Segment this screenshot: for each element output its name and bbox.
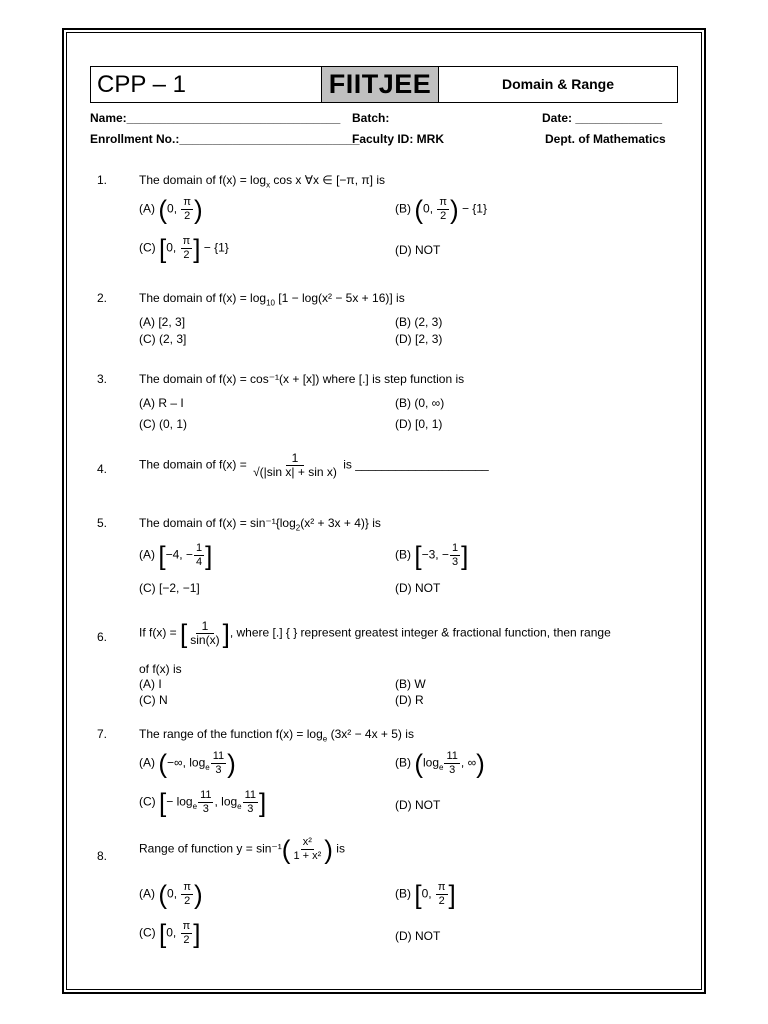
question-lead: The domain of — [139, 173, 220, 187]
fraction-numerator: 11 — [200, 789, 212, 801]
option-c: (C) [0, $\frac{\pi}{2}$ ] − {1} — [139, 233, 229, 264]
option-text: R – I — [158, 396, 184, 410]
option-label: (D) — [395, 929, 412, 943]
option-b: (B) (0, $\frac{\pi}{2}$ ) − {1} — [395, 194, 487, 225]
option-d — [395, 693, 424, 707]
subscript: 10 — [266, 298, 275, 308]
fraction-denominator: 2 — [183, 249, 190, 261]
question-expr: [1 − log(x² − 5x + 16)] — [274, 291, 393, 305]
option-a — [139, 677, 162, 691]
worksheet-header — [90, 66, 678, 103]
option-label: (C) — [139, 332, 156, 346]
option-expr: 0, — [166, 925, 180, 940]
subscript: 2 — [295, 523, 301, 533]
fraction-denominator: 2 — [184, 895, 191, 907]
option-text: [2, 3] — [158, 315, 186, 329]
question-text — [139, 516, 381, 532]
question-expr: cos x ∀x ∈ [−π, π] — [270, 173, 373, 187]
enrollment-field: Enrollment No.:___________________________ — [90, 132, 360, 146]
question-tail: is — [372, 173, 385, 187]
option-expr: , ∞ — [460, 755, 477, 770]
option-a: (A) (0, $\frac{\pi}{2}$ ) — [139, 879, 203, 910]
option-label: (C) — [139, 925, 156, 940]
option-b: (B) ($\log_e$ $\frac{11}{3}$ , ∞) — [395, 748, 485, 779]
option-label: (A) — [139, 396, 155, 410]
fraction-denominator: 2 — [183, 934, 190, 946]
fraction-denominator: √(|sin x| + sin x) — [253, 465, 337, 479]
fraction-denominator: 2 — [440, 210, 447, 222]
option-c — [139, 417, 187, 431]
date-field: Date: _____________ — [542, 111, 663, 125]
fraction-numerator: 1 — [286, 452, 305, 466]
option-label: (D) — [395, 417, 412, 431]
option-label: (A) — [139, 315, 155, 329]
option-label: (B) — [395, 547, 411, 562]
option-a — [139, 396, 184, 410]
question-number: 3. — [97, 372, 108, 386]
question-expr: f(x) = — [219, 457, 251, 472]
option-label: (B) — [395, 755, 411, 770]
option-expr: 0, — [167, 886, 181, 901]
faculty-field: Faculty ID: MRK — [352, 132, 445, 146]
option-text: [2, 3) — [415, 332, 443, 346]
question-tail: , where [.] { } represent greatest integer & fractional function, then range — [229, 625, 611, 640]
fraction-numerator: π — [437, 881, 446, 893]
question-number: 6. — [97, 630, 108, 644]
option-expr: 0, — [423, 201, 437, 216]
option-label: (C) — [139, 240, 156, 255]
option-a — [139, 315, 185, 329]
option-a: (A) (−∞, $\log_e$ $\frac{11}{3}$ ) — [139, 748, 236, 779]
subscript: e — [322, 734, 328, 744]
option-text: R — [415, 693, 424, 707]
option-text: [−2, −1] — [159, 581, 200, 595]
fraction-numerator: π — [182, 920, 191, 932]
question-lead: The domain of — [139, 516, 220, 530]
fraction-denominator: sin(x) — [190, 633, 220, 647]
worksheet-code: CPP – 1 — [91, 67, 322, 102]
fraction-denominator: 1 + x² — [293, 850, 322, 862]
option-b — [395, 396, 444, 410]
option-expr: 0, — [167, 201, 181, 216]
question-lead: The domain of — [139, 372, 220, 386]
option-label: (D) — [395, 581, 412, 595]
question-lead: The domain of — [139, 457, 220, 472]
option-d — [395, 332, 442, 346]
fraction-denominator: 2 — [438, 895, 445, 907]
question-text — [139, 173, 385, 189]
option-d — [395, 929, 440, 943]
option-text: (2, 3) — [414, 315, 443, 329]
option-label: (A) — [139, 201, 155, 216]
brand-logo: FIITJEE — [322, 67, 439, 102]
question-tail: is — [401, 727, 414, 741]
question-expr: y = sin⁻¹ — [236, 841, 282, 856]
option-label: (B) — [395, 677, 411, 691]
option-b — [395, 677, 426, 691]
option-expr: log — [423, 755, 440, 770]
option-label: (C) — [139, 794, 156, 809]
question-lead: If — [139, 625, 150, 640]
question-expr: f(x) = log — [219, 291, 267, 305]
option-expr: − {1} — [458, 201, 487, 216]
fraction-numerator: 1 — [451, 542, 459, 554]
question-text — [139, 452, 489, 479]
option-c — [139, 332, 186, 346]
option-text: (0, ∞) — [414, 396, 445, 410]
option-label: (B) — [395, 315, 411, 329]
option-expr: − {1} — [200, 240, 229, 255]
option-label: (D) — [395, 243, 412, 257]
question-expr: (3x² − 4x + 5) — [327, 727, 402, 741]
option-d — [395, 243, 440, 257]
fraction-numerator: x² — [302, 836, 312, 848]
option-label: (C) — [139, 581, 156, 595]
option-b — [395, 315, 442, 329]
question-expr: f(x) = log — [219, 173, 267, 187]
name-field: Name:________________________________ — [90, 111, 341, 125]
option-label: (B) — [395, 396, 411, 410]
question-text: If f(x) = [ $\frac{1}{\sin(x)}$ ], where [.] { } represent greatest integer & fractional function, then range — [139, 618, 611, 649]
question-number: 1. — [97, 173, 108, 187]
option-label: (A) — [139, 886, 155, 901]
question-text — [139, 727, 414, 743]
fraction-numerator: 1 — [196, 620, 215, 634]
question-number: 4. — [97, 462, 108, 476]
option-d — [395, 798, 440, 812]
fraction-numerator: π — [439, 196, 447, 208]
question-expr: f(x) = cos⁻¹(x + [x]) — [219, 372, 320, 386]
subscript: e — [205, 763, 210, 773]
question-text — [139, 372, 464, 386]
option-label: (D) — [395, 332, 412, 346]
question-lead: The domain of — [139, 291, 220, 305]
option-expr: −3, − — [421, 547, 449, 562]
fraction-denominator: 3 — [215, 764, 222, 776]
option-d — [395, 581, 440, 595]
fraction-denominator: 2 — [184, 210, 191, 222]
option-text: NOT — [415, 243, 441, 257]
option-c: (C) [− $\log_e$ $\frac{11}{3}$ , $\log_e$ $\frac{11}{3}$ ] — [139, 787, 267, 818]
option-label: (D) — [395, 693, 412, 707]
option-text: N — [159, 693, 168, 707]
option-b: (B) [−3, − $\frac{1}{3}$ ] — [395, 540, 469, 571]
question-expr: f(x) = log — [275, 727, 323, 741]
option-expr: , log — [214, 794, 238, 809]
option-expr: 0, — [421, 886, 435, 901]
option-expr: − log — [166, 794, 193, 809]
option-label: (D) — [395, 798, 412, 812]
option-c — [139, 581, 200, 595]
option-text: NOT — [415, 581, 441, 595]
option-label: (C) — [139, 693, 156, 707]
question-number: 8. — [97, 849, 108, 863]
question-text-continued: of f(x) is — [139, 662, 182, 676]
fraction-denominator: 4 — [195, 556, 203, 568]
batch-field: Batch: — [352, 111, 390, 125]
question-tail: is ____________________ — [339, 457, 489, 472]
question-expr: f(x) = sin⁻¹{log — [219, 516, 296, 530]
question-expr: f(x) = — [149, 625, 181, 640]
option-label: (A) — [139, 677, 155, 691]
option-d — [395, 417, 442, 431]
option-expr: 0, — [166, 240, 180, 255]
question-lead: Range of function — [139, 841, 237, 856]
fraction-numerator: 1 — [195, 542, 203, 554]
question-tail: is — [368, 516, 381, 530]
fraction-numerator: 11 — [244, 789, 257, 801]
subscript: e — [237, 802, 242, 812]
option-label: (B) — [395, 886, 411, 901]
option-text: NOT — [415, 798, 441, 812]
fraction-numerator: 11 — [212, 750, 225, 762]
option-expr: −∞, log — [167, 755, 206, 770]
fraction-numerator: π — [183, 196, 191, 208]
question-tail: is — [392, 291, 405, 305]
fraction-numerator: 11 — [446, 750, 458, 762]
question-text: Range of function y = sin⁻¹( $\frac{\text{x²}}{\text{1 + x²}}$ ) is — [139, 834, 345, 865]
question-text — [139, 291, 405, 307]
option-text: I — [158, 677, 162, 691]
department-field: Dept. of Mathematics — [545, 132, 666, 146]
option-text: (2, 3] — [159, 332, 187, 346]
subscript: x — [266, 180, 271, 190]
option-c: (C) [0, $\frac{\pi}{2}$ ] — [139, 918, 201, 949]
question-number: 2. — [97, 291, 108, 305]
question-lead: The range of the function — [139, 727, 276, 741]
question-number: 5. — [97, 516, 108, 530]
option-a: (A) [−4, − $\frac{1}{4}$ ] — [139, 540, 213, 571]
fraction-denominator: 3 — [247, 803, 254, 815]
question-tail: is — [332, 841, 345, 856]
option-text: (0, 1) — [159, 417, 188, 431]
option-label: (A) — [139, 547, 155, 562]
fraction-denominator: 3 — [202, 803, 209, 815]
option-label: (C) — [139, 417, 156, 431]
fraction-denominator: 3 — [451, 556, 459, 568]
fraction-denominator: 3 — [449, 764, 456, 776]
subscript: e — [192, 802, 198, 812]
worksheet-topic: Domain & Range — [501, 76, 614, 92]
option-c — [139, 693, 168, 707]
option-text: W — [414, 677, 426, 691]
option-label: (B) — [395, 201, 411, 216]
question-expr: (x² + 3x + 4)} — [300, 516, 369, 530]
option-b: (B) [0, $\frac{\pi}{2}$ ] — [395, 879, 456, 910]
question-tail: where [.] is step function is — [319, 372, 465, 386]
fraction-numerator: π — [182, 235, 191, 247]
fraction-numerator: π — [183, 881, 191, 893]
option-expr: −4, − — [165, 547, 193, 562]
subscript: e — [439, 763, 444, 773]
option-text: [0, 1) — [415, 417, 443, 431]
option-a: (A) (0, $\frac{\pi}{2}$ ) — [139, 194, 203, 225]
option-text: NOT — [415, 929, 441, 943]
option-label: (A) — [139, 755, 155, 770]
question-number: 7. — [97, 727, 108, 741]
